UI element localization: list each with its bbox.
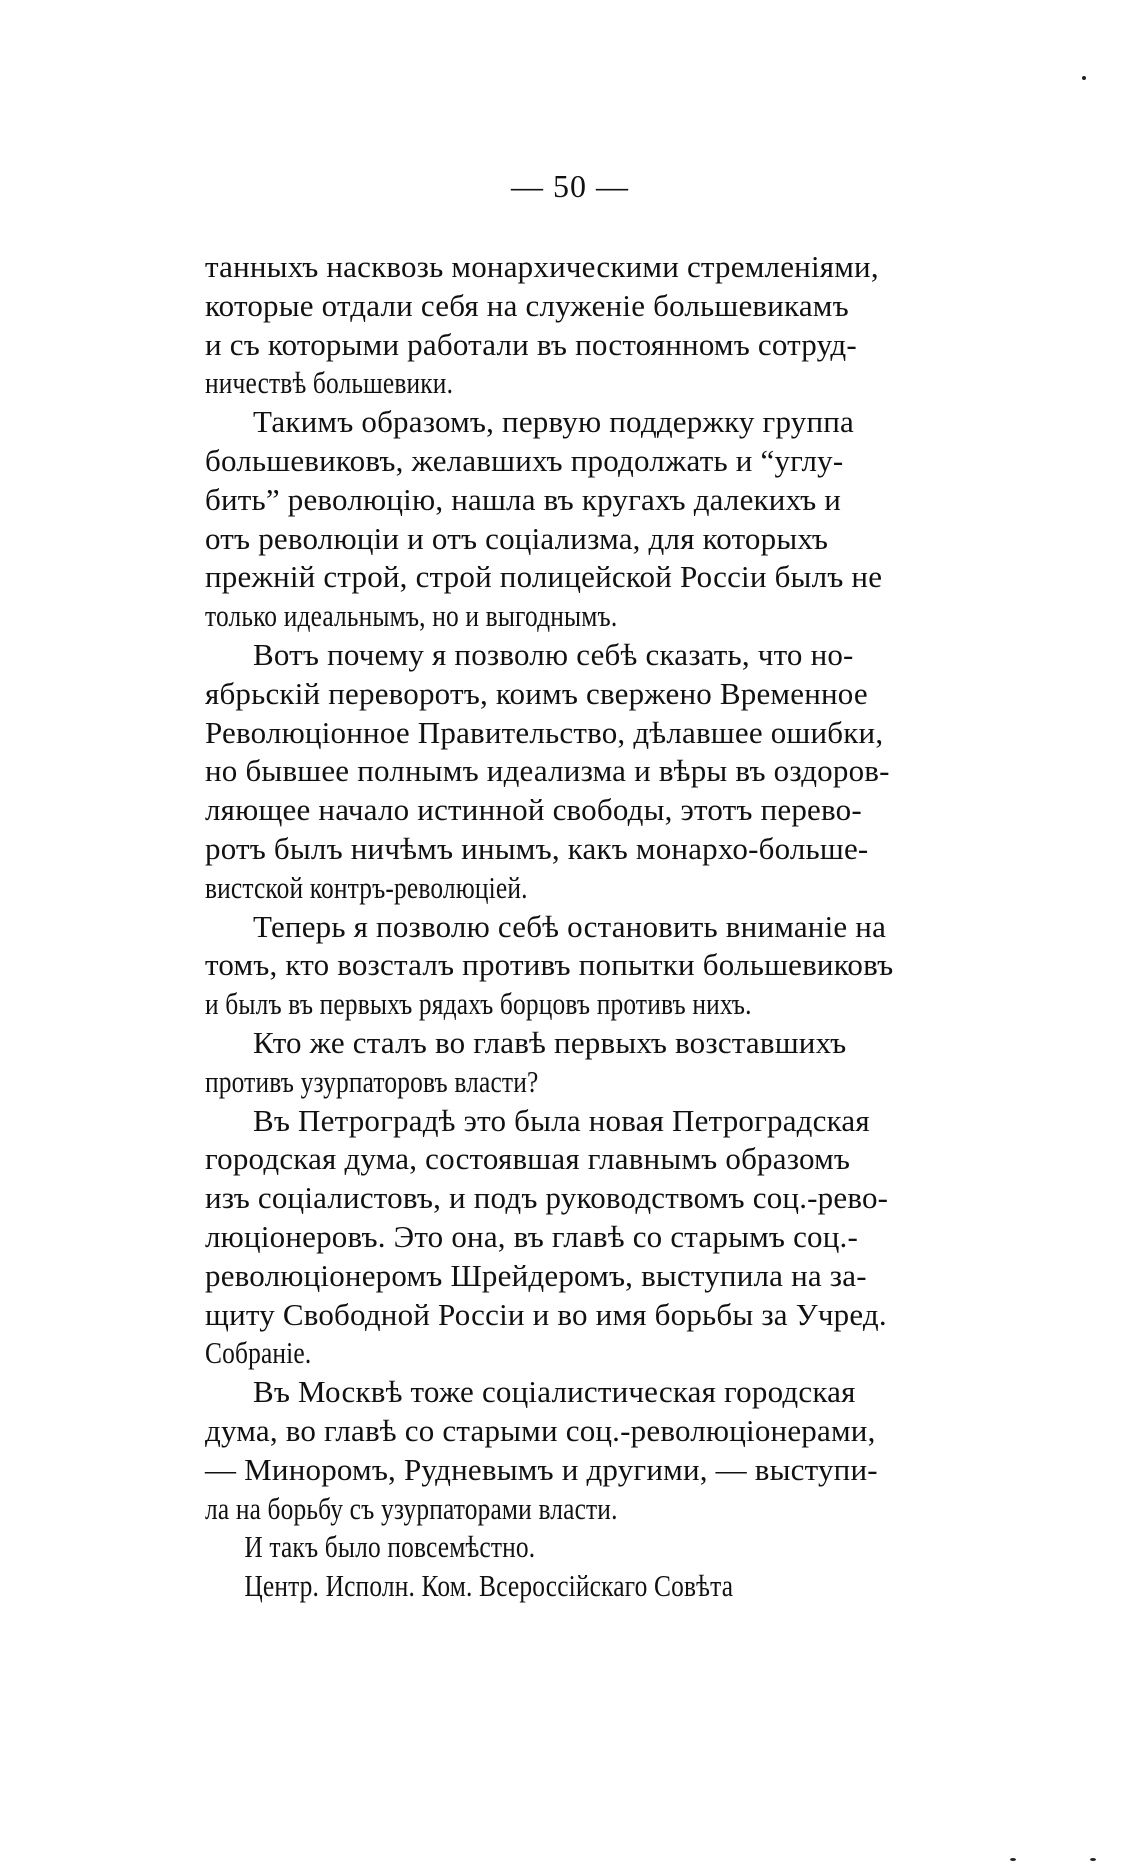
body-text — [205, 248, 935, 1606]
text-line: противъ узурпаторовъ власти? — [205, 1063, 539, 1099]
text-line: которые отдали себя на служеніе большевикамъ — [205, 287, 849, 323]
text-line: бить” революцію, нашла въ кругахъ далекихъ и — [205, 481, 842, 517]
page-number: — 50 — — [511, 168, 629, 204]
text-line: но бывшее полнымъ идеализма и вѣры въ оздоров- — [205, 753, 890, 789]
text-line: изъ соціалистовъ, и подъ руководствомъ соц.-рево- — [205, 1180, 889, 1216]
text-line: Собраніе. — [205, 1335, 312, 1371]
text-line: прежній строй, строй полицейской Россіи былъ не — [205, 559, 883, 595]
text-line: только идеальнымъ, но и выгоднымъ. — [205, 598, 618, 634]
text-line: Кто же сталъ во главѣ первыхъ возставшихъ — [253, 1024, 847, 1060]
text-line: томъ, кто возсталъ противъ попытки большевиковъ — [205, 947, 894, 983]
text-line: ла на борьбу съ узурпаторами власти. — [205, 1490, 618, 1526]
text-line: Революціонное Правительство, дѣлавшее ошибки, — [205, 714, 884, 750]
text-line: ляющее начало истинной свободы, этотъ перево- — [205, 792, 862, 828]
text-line: ябрьскій переворотъ, коимъ свержено Временное — [205, 675, 868, 711]
text-line: Въ Москвѣ тоже соціалистическая городская — [253, 1374, 856, 1410]
text-line: ротъ былъ ничѣмъ инымъ, какъ монархо-больше- — [205, 830, 869, 866]
text-line: и съ которыми работали въ постоянномъ сотруд- — [205, 326, 857, 362]
text-line: ничествѣ большевики. — [205, 365, 454, 401]
text-line: вистской контръ-революціей. — [205, 869, 528, 905]
text-line: танныхъ насквозь монархическими стремленіями, — [205, 249, 879, 284]
text-line: Въ Петроградѣ это была новая Петроградская — [253, 1102, 870, 1138]
print-speck — [1090, 1858, 1096, 1861]
text-line: щиту Свободной Россіи и во имя борьбы за Учред. — [205, 1296, 887, 1332]
text-line: И такъ было повсемѣстно. — [244, 1529, 536, 1565]
text-line: отъ революціи и отъ соціализма, для которыхъ — [205, 520, 829, 556]
text-line: Вотъ почему я позволю себѣ сказать, что но- — [253, 636, 854, 672]
text-line: дума, во главѣ со старыми соц.-революціонерами, — [205, 1412, 876, 1448]
print-speck — [1082, 76, 1086, 80]
text-line: Теперь я позволю себѣ остановить вниманіе на — [253, 908, 887, 944]
print-speck — [1010, 1858, 1016, 1861]
text-line: и былъ въ первыхъ рядахъ борцовъ противъ нихъ. — [205, 986, 752, 1022]
text-line: городская дума, состоявшая главнымъ образомъ — [205, 1141, 851, 1177]
text-line: большевиковъ, желавшихъ продолжать и “углу- — [205, 442, 844, 478]
text-line: люціонеровъ. Это она, въ главѣ со старымъ соц.- — [205, 1218, 859, 1254]
text-line: Центр. Исполн. Ком. Всероссійскаго Совѣта — [244, 1568, 734, 1604]
text-line: — Миноромъ, Рудневымъ и другими, — выступи- — [205, 1451, 878, 1487]
text-line: революціонеромъ Шрейдеромъ, выступила на за- — [205, 1257, 867, 1293]
text-line: Такимъ образомъ, первую поддержку группа — [253, 404, 854, 440]
